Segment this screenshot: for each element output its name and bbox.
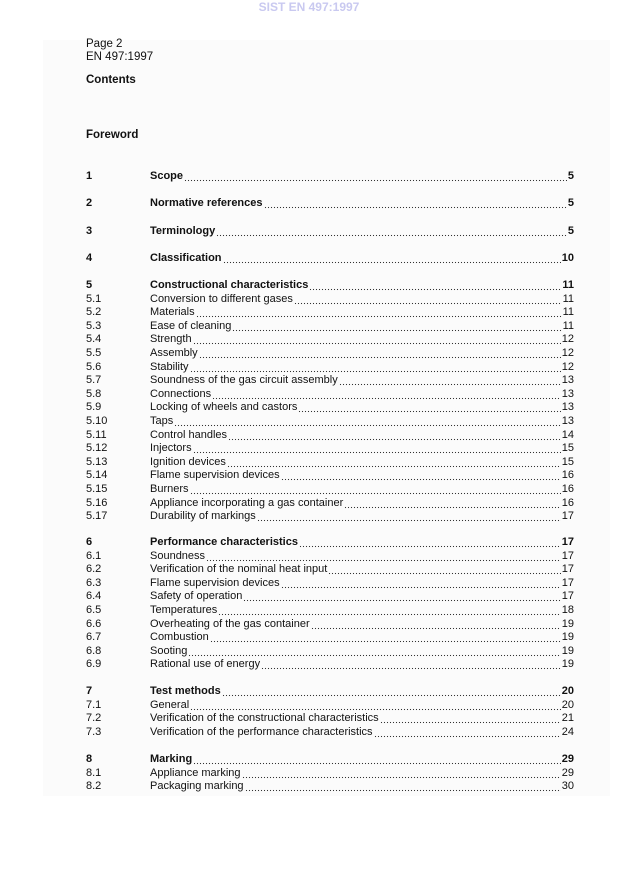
dot-leader	[196, 305, 562, 319]
dot-leader	[245, 779, 561, 793]
toc-number: 6	[86, 536, 93, 548]
toc-page: 17	[561, 549, 574, 562]
toc-page: 5	[567, 225, 574, 237]
toc-number: 5.2	[86, 306, 102, 319]
toc-page: 13	[561, 415, 574, 427]
toc-title: Stability	[150, 360, 189, 373]
dot-leader	[190, 482, 561, 496]
toc-title: Ease of cleaning	[150, 319, 232, 332]
dot-leader	[222, 684, 561, 698]
dot-leader	[193, 332, 561, 346]
foreword-heading: Foreword	[86, 129, 139, 141]
toc-title: Terminology	[150, 225, 216, 237]
toc-entry[interactable]	[86, 346, 574, 360]
toc-page: 15	[561, 442, 574, 455]
toc-title: Temperatures	[150, 604, 218, 616]
toc-page: 19	[561, 617, 574, 630]
toc-page: 16	[561, 469, 574, 482]
toc-page: 19	[561, 644, 574, 657]
toc-title: Combustion	[150, 631, 209, 644]
toc-entry[interactable]	[86, 589, 574, 603]
toc-title: Flame supervision devices	[150, 576, 280, 589]
toc-entry[interactable]	[86, 400, 574, 414]
toc-entry[interactable]	[86, 278, 574, 292]
dot-leader	[309, 278, 561, 292]
dot-leader	[261, 657, 561, 671]
toc-number: 6.7	[86, 631, 102, 644]
dot-leader	[188, 644, 560, 658]
toc-entry[interactable]	[86, 455, 574, 469]
dot-leader	[281, 468, 561, 482]
toc-title: Test methods	[150, 685, 221, 697]
toc-entry[interactable]	[86, 562, 574, 576]
standard-id: EN 497:1997	[86, 51, 154, 63]
dot-leader	[374, 725, 561, 739]
toc-title: Classification	[150, 252, 222, 264]
toc-entry[interactable]	[86, 373, 574, 387]
toc-number: 5.11	[86, 428, 107, 441]
dot-leader	[218, 603, 560, 617]
toc-entry[interactable]	[86, 196, 574, 210]
dot-leader	[184, 169, 567, 183]
toc-title: Appliance incorporating a gas container	[150, 496, 344, 509]
toc-number: 5.1	[86, 292, 102, 305]
toc-number: 6.2	[86, 563, 102, 576]
toc-number: 5.12	[86, 442, 108, 455]
toc-title: Verification of the constructional characteristics	[150, 712, 379, 725]
dot-leader	[190, 698, 561, 712]
toc-title: General	[150, 698, 190, 711]
toc-number: 7.3	[86, 725, 102, 738]
toc-title: Performance characteristics	[150, 536, 298, 548]
dot-leader	[227, 455, 561, 469]
toc-entry[interactable]	[86, 428, 574, 442]
toc-entry[interactable]	[86, 482, 574, 496]
toc-title: Verification of the nominal heat input	[150, 563, 328, 576]
toc-entry[interactable]	[86, 360, 574, 374]
toc-number: 7.2	[86, 712, 102, 725]
toc-entry[interactable]	[86, 617, 574, 631]
toc-number: 6.6	[86, 617, 102, 630]
dot-leader	[299, 535, 561, 549]
toc-entry[interactable]	[86, 251, 574, 265]
toc-title: Sooting	[150, 644, 188, 657]
toc-page: 29	[561, 753, 574, 765]
toc-number: 5.10	[86, 415, 108, 427]
toc-number: 5	[86, 279, 93, 291]
toc-entry[interactable]	[86, 657, 574, 671]
contents-heading: Contents	[86, 74, 136, 86]
toc-number: 2	[86, 197, 93, 209]
dot-leader	[311, 617, 561, 631]
toc-page: 20	[561, 698, 574, 711]
toc-page: 12	[561, 360, 574, 373]
toc-title: Durability of markings	[150, 510, 256, 523]
toc-entry[interactable]	[86, 169, 574, 183]
toc-number: 5.4	[86, 333, 102, 346]
toc-entry[interactable]	[86, 468, 574, 482]
toc-page: 30	[561, 780, 574, 793]
dot-leader	[257, 509, 561, 523]
toc-entry[interactable]	[86, 752, 574, 766]
toc-page: 19	[561, 631, 574, 644]
dot-leader	[380, 711, 561, 725]
toc-entry[interactable]	[86, 496, 574, 510]
toc-number: 1	[86, 170, 93, 182]
dot-leader	[212, 387, 561, 401]
toc-entry[interactable]	[86, 509, 574, 523]
toc-page: 10	[561, 252, 574, 264]
toc-entry[interactable]	[86, 779, 574, 793]
toc-page: 12	[561, 333, 574, 346]
toc-title: Safety of operation	[150, 590, 243, 603]
toc-title: Scope	[150, 170, 184, 182]
toc-page: 29	[561, 766, 574, 779]
toc-number: 6.1	[86, 549, 102, 562]
toc-title: Injectors	[150, 442, 192, 455]
dot-leader	[206, 549, 561, 563]
dot-leader	[190, 360, 561, 374]
toc-page: 13	[561, 387, 574, 400]
toc-entry[interactable]	[86, 224, 574, 238]
toc-number: 8.2	[86, 780, 102, 793]
toc-entry[interactable]	[86, 332, 574, 346]
toc-page: 17	[561, 590, 574, 603]
toc-title: Flame supervision devices	[150, 469, 280, 482]
toc-page: 15	[561, 455, 574, 468]
toc-number: 3	[86, 225, 93, 237]
toc-entry[interactable]	[86, 711, 574, 725]
dot-leader	[193, 752, 561, 766]
toc-title: Packaging marking	[150, 780, 244, 793]
toc-title: Soundness of the gas circuit assembly	[150, 374, 338, 387]
toc-number: 6.9	[86, 658, 102, 671]
dot-leader	[174, 414, 561, 428]
toc-page: 12	[561, 347, 574, 359]
dot-leader	[228, 428, 561, 442]
toc-page: 11	[562, 306, 574, 319]
toc-title: Appliance marking	[150, 766, 241, 779]
toc-entry[interactable]	[86, 630, 574, 644]
toc-number: 7.1	[86, 698, 102, 711]
dot-leader	[210, 630, 561, 644]
toc-page: 21	[561, 712, 574, 725]
toc-page: 11	[562, 292, 574, 305]
dot-leader	[216, 224, 567, 238]
dot-leader	[294, 292, 562, 306]
toc-title: Rational use of energy	[150, 658, 261, 671]
toc-title: Materials	[150, 306, 195, 319]
dot-leader	[243, 589, 560, 603]
toc-page: 19	[561, 658, 574, 671]
toc-title: Ignition devices	[150, 455, 226, 468]
toc-page: 17	[561, 536, 574, 548]
toc-entry[interactable]	[86, 603, 574, 617]
toc-page: 5	[567, 170, 574, 182]
toc-title: Overheating of the gas container	[150, 617, 310, 630]
watermark: SIST EN 497:1997	[258, 0, 360, 14]
toc-page: 17	[561, 576, 574, 589]
toc-page: 13	[561, 401, 574, 414]
toc-page: 16	[561, 496, 574, 509]
toc-number: 6.3	[86, 576, 102, 589]
toc-number: 5.8	[86, 387, 102, 400]
toc-page: 17	[561, 563, 574, 576]
toc-page: 11	[562, 279, 574, 291]
toc-entry[interactable]	[86, 644, 574, 658]
toc-entry[interactable]	[86, 535, 574, 549]
toc-number: 5.9	[86, 401, 102, 414]
toc-number: 5.6	[86, 360, 102, 373]
dot-leader	[328, 562, 560, 576]
toc-entry[interactable]	[86, 684, 574, 698]
toc-number: 6.5	[86, 604, 102, 616]
toc-number: 5.13	[86, 455, 108, 468]
dot-leader	[242, 766, 561, 780]
toc-entry[interactable]	[86, 387, 574, 401]
toc-entry[interactable]	[86, 549, 574, 563]
toc-title: Assembly	[150, 347, 198, 359]
toc-number: 5.16	[86, 496, 108, 509]
toc-number: 6.4	[86, 590, 102, 603]
toc-number: 5.15	[86, 483, 108, 495]
toc-entry[interactable]	[86, 725, 574, 739]
toc-title: Control handles	[150, 428, 228, 441]
toc-number: 4	[86, 252, 93, 264]
toc-number: 6.8	[86, 644, 102, 657]
toc-page: 14	[561, 428, 574, 441]
toc-page: 17	[561, 510, 574, 523]
dot-leader	[193, 441, 561, 455]
toc-entry[interactable]	[86, 698, 574, 712]
toc-title: Marking	[150, 753, 193, 765]
dot-leader	[232, 319, 561, 333]
toc-number: 7	[86, 685, 93, 697]
dot-leader	[264, 196, 567, 210]
toc-entry[interactable]	[86, 319, 574, 333]
toc-number: 5.7	[86, 374, 102, 387]
toc-title: Constructional characteristics	[150, 279, 309, 291]
toc-title: Soundness	[150, 549, 206, 562]
dot-leader	[298, 400, 560, 414]
toc-page: 11	[562, 319, 574, 332]
toc-entry[interactable]	[86, 305, 574, 319]
toc-entry[interactable]	[86, 292, 574, 306]
toc-entry[interactable]	[86, 414, 574, 428]
dot-leader	[199, 346, 561, 360]
toc-page: 13	[561, 374, 574, 387]
dot-leader	[281, 576, 561, 590]
toc-title: Connections	[150, 387, 212, 400]
toc-page: 20	[561, 685, 574, 697]
toc-number: 5.17	[86, 510, 108, 523]
dot-leader	[339, 373, 561, 387]
toc-title: Locking of wheels and castors	[150, 401, 298, 414]
toc-entry[interactable]	[86, 576, 574, 590]
dot-leader	[344, 496, 561, 510]
toc-page: 18	[561, 604, 574, 616]
toc-title: Normative references	[150, 197, 263, 209]
toc-number: 5.5	[86, 347, 102, 359]
toc-title: Strength	[150, 333, 192, 346]
toc-number: 5.3	[86, 319, 102, 332]
dot-leader	[223, 251, 561, 265]
toc-number: 8.1	[86, 766, 102, 779]
toc-number: 5.14	[86, 469, 108, 482]
toc-entry[interactable]	[86, 766, 574, 780]
toc-page: 5	[567, 197, 574, 209]
toc-title: Burners	[150, 483, 189, 495]
toc-page: 24	[561, 725, 574, 738]
toc-page: 16	[561, 483, 574, 495]
toc-title: Taps	[150, 415, 174, 427]
toc-title: Verification of the performance characteristics	[150, 725, 373, 738]
toc-title: Conversion to different gases	[150, 292, 293, 305]
toc-number: 8	[86, 753, 93, 765]
toc-entry[interactable]	[86, 441, 574, 455]
page-number: Page 2	[86, 38, 123, 50]
